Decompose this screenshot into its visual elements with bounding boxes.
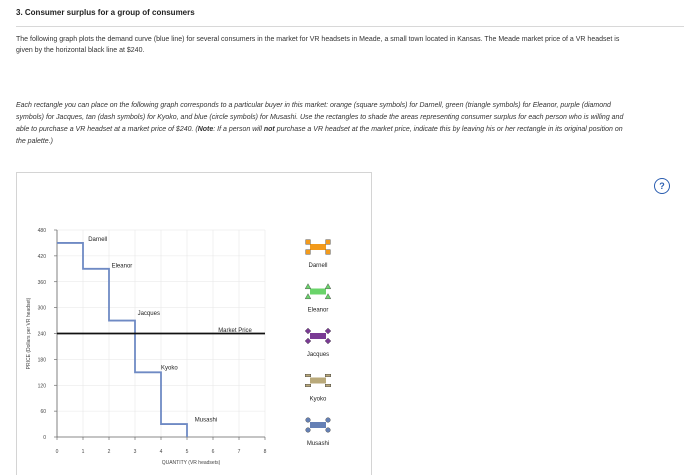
palette-label-musashi: Musashi [306, 441, 330, 447]
x-tick-label: 0 [55, 449, 59, 455]
demand-curve [57, 243, 187, 437]
palette-rectangle-jacques[interactable] [310, 333, 326, 339]
instructions-text-2: : If a person will [213, 126, 264, 133]
dash-marker-icon [305, 374, 311, 376]
curve-label: Musashi [194, 417, 218, 424]
y-tick-label: 240 [37, 331, 46, 338]
x-axis-title: QUANTITY (VR headsets) [161, 460, 221, 466]
x-tick-label: 5 [185, 449, 189, 455]
x-tick-label: 2 [107, 449, 111, 455]
y-tick-label: 360 [37, 279, 46, 286]
circle-marker-icon [306, 428, 311, 433]
curve-label: Kyoko [161, 365, 178, 372]
palette-label-kyoko: Kyoko [309, 396, 327, 403]
x-tick-label: 8 [263, 449, 267, 455]
y-tick-label: 120 [37, 383, 46, 390]
y-tick-label: 60 [40, 409, 46, 416]
square-marker-icon [306, 240, 311, 245]
x-tick-label: 4 [159, 449, 163, 455]
instructions-note: Note [197, 126, 214, 133]
dash-marker-icon [305, 384, 311, 386]
intro-paragraph: The following graph plots the demand curve (blue line) for several consumers in the market for VR headsets in Meade, a small town located in Kansas. The Meade market price of a VR headset is given by the horizontal black line at $240. [16, 36, 620, 54]
dash-marker-icon [325, 374, 331, 376]
y-axis-title: PRICE (Dollars per VR headset) [26, 297, 32, 370]
curve-label: Market Price [218, 327, 252, 334]
dash-marker-icon [325, 384, 331, 386]
curve-label: Darnell [88, 236, 108, 243]
circle-marker-icon [326, 428, 331, 433]
curve-label: Eleanor [111, 263, 133, 270]
x-tick-label: 1 [81, 449, 85, 455]
triangle-marker-icon [325, 294, 331, 299]
square-marker-icon [326, 250, 331, 255]
y-tick-label: 420 [37, 253, 46, 260]
y-tick-label: 180 [37, 357, 46, 364]
triangle-marker-icon [325, 284, 331, 289]
triangle-marker-icon [305, 284, 311, 289]
instructions-not: not [263, 126, 275, 133]
x-tick-label: 7 [237, 449, 241, 455]
instructions-text-1: Each rectangle you can place on the following graph corresponds to a particular buyer in this market: orange (square symbols) for Darnell, green (triangle symbols) for Eleanor, purple (diamond symbols) for Jacques, tan (dash symbols) for Kyoko, and blue (circle symbols) for Musashi. Use the rectangles to shade the areas representing consumer surplus for each person who is willing and able to purchase a VR headset at a market price of $240. ( [16, 102, 624, 133]
instructions-text-3: purchase a VR headset at the market price, indicate this by leaving his or her rectangle in its original position on the palette.) [16, 126, 623, 145]
square-marker-icon [306, 250, 311, 255]
y-tick-label: 300 [37, 305, 46, 312]
help-icon[interactable]: ? [654, 178, 670, 194]
square-marker-icon [326, 240, 331, 245]
curve-label: Jacques [137, 310, 160, 317]
circle-marker-icon [306, 418, 311, 423]
palette-label-jacques: Jacques [306, 352, 330, 358]
palette-label-eleanor: Eleanor [307, 307, 329, 314]
x-tick-label: 6 [211, 449, 215, 455]
y-tick-label: 0 [43, 435, 46, 441]
question-heading: 3. Consumer surplus for a group of consumers [16, 6, 684, 27]
palette-rectangle-eleanor[interactable] [310, 289, 326, 295]
y-tick-label: 480 [37, 228, 46, 234]
palette-rectangle-musashi[interactable] [310, 422, 326, 428]
triangle-marker-icon [305, 294, 311, 299]
palette-rectangle-darnell[interactable] [310, 244, 326, 250]
palette-rectangle-kyoko[interactable] [310, 378, 326, 384]
circle-marker-icon [326, 418, 331, 423]
x-tick-label: 3 [133, 449, 137, 455]
palette-label-darnell: Darnell [308, 263, 328, 269]
